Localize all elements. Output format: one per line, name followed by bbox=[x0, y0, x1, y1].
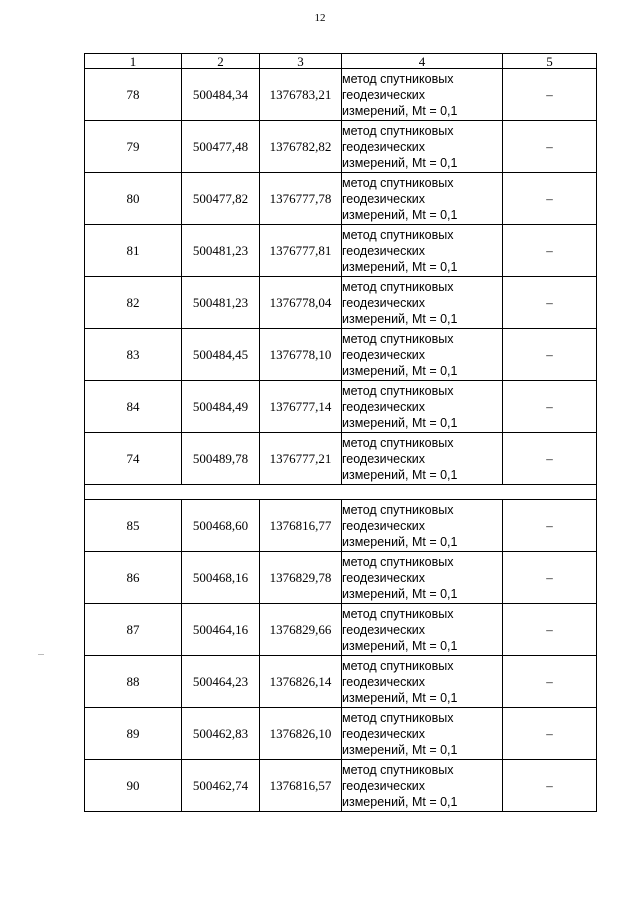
method-line: метод спутниковых bbox=[342, 123, 454, 138]
method-line: геодезических bbox=[342, 778, 426, 793]
margin-mark bbox=[38, 654, 44, 655]
method-line: метод спутниковых bbox=[342, 502, 454, 517]
point-number-cell: 83 bbox=[85, 329, 182, 381]
y-coordinate-cell: 1376826,10 bbox=[260, 708, 342, 760]
point-number-cell: 88 bbox=[85, 656, 182, 708]
column5-cell: – bbox=[503, 225, 597, 277]
page-number: 12 bbox=[314, 12, 326, 24]
method-line: метод спутниковых bbox=[342, 71, 454, 86]
y-coordinate-cell: 1376783,21 bbox=[260, 69, 342, 121]
method-line: измерений, Mt = 0,1 bbox=[342, 586, 458, 601]
column-header-2: 2 bbox=[182, 54, 260, 69]
table-row bbox=[85, 500, 597, 552]
x-coordinate-cell: 500484,34 bbox=[182, 69, 260, 121]
method-cell bbox=[342, 329, 503, 381]
method-cell bbox=[342, 69, 503, 121]
column5-cell: – bbox=[503, 121, 597, 173]
y-coordinate-cell: 1376778,04 bbox=[260, 277, 342, 329]
point-number-cell: 84 bbox=[85, 381, 182, 433]
point-number-cell: 79 bbox=[85, 121, 182, 173]
column5-cell: – bbox=[503, 500, 597, 552]
point-number-cell: 78 bbox=[85, 69, 182, 121]
column5-cell: – bbox=[503, 604, 597, 656]
y-coordinate-cell: 1376778,10 bbox=[260, 329, 342, 381]
y-coordinate-cell: 1376777,14 bbox=[260, 381, 342, 433]
y-coordinate-cell: 1376829,66 bbox=[260, 604, 342, 656]
method-line: метод спутниковых bbox=[342, 175, 454, 190]
method-line: метод спутниковых bbox=[342, 762, 454, 777]
method-line: геодезических bbox=[342, 674, 426, 689]
method-line: геодезических bbox=[342, 570, 426, 585]
method-line: геодезических bbox=[342, 87, 426, 102]
x-coordinate-cell: 500477,82 bbox=[182, 173, 260, 225]
x-coordinate-cell: 500468,60 bbox=[182, 500, 260, 552]
method-line: измерений, Mt = 0,1 bbox=[342, 311, 458, 326]
point-number-cell: 74 bbox=[85, 433, 182, 485]
method-cell bbox=[342, 500, 503, 552]
x-coordinate-cell: 500484,49 bbox=[182, 381, 260, 433]
y-coordinate-cell: 1376782,82 bbox=[260, 121, 342, 173]
column5-cell: – bbox=[503, 381, 597, 433]
table-row bbox=[85, 552, 597, 604]
method-line: измерений, Mt = 0,1 bbox=[342, 363, 458, 378]
table-row bbox=[85, 173, 597, 225]
x-coordinate-cell: 500462,74 bbox=[182, 760, 260, 812]
x-coordinate-cell: 500489,78 bbox=[182, 433, 260, 485]
method-cell bbox=[342, 225, 503, 277]
method-cell bbox=[342, 381, 503, 433]
method-line: метод спутниковых bbox=[342, 331, 454, 346]
table-row bbox=[85, 604, 597, 656]
column5-cell: – bbox=[503, 433, 597, 485]
y-coordinate-cell: 1376829,78 bbox=[260, 552, 342, 604]
y-coordinate-cell: 1376816,57 bbox=[260, 760, 342, 812]
method-line: геодезических bbox=[342, 191, 426, 206]
method-line: измерений, Mt = 0,1 bbox=[342, 690, 458, 705]
column5-cell: – bbox=[503, 552, 597, 604]
column-header-3: 3 bbox=[260, 54, 342, 69]
column5-cell: – bbox=[503, 173, 597, 225]
point-number-cell: 87 bbox=[85, 604, 182, 656]
point-number-cell: 90 bbox=[85, 760, 182, 812]
coordinates-table bbox=[84, 53, 597, 812]
group-separator-row bbox=[85, 485, 597, 500]
method-cell bbox=[342, 552, 503, 604]
table-row bbox=[85, 381, 597, 433]
table-row bbox=[85, 708, 597, 760]
column-header-5: 5 bbox=[503, 54, 597, 69]
method-line: измерений, Mt = 0,1 bbox=[342, 794, 458, 809]
method-cell bbox=[342, 121, 503, 173]
method-line: геодезических bbox=[342, 399, 426, 414]
x-coordinate-cell: 500462,83 bbox=[182, 708, 260, 760]
table-row bbox=[85, 656, 597, 708]
x-coordinate-cell: 500481,23 bbox=[182, 225, 260, 277]
x-coordinate-cell: 500481,23 bbox=[182, 277, 260, 329]
method-line: метод спутниковых bbox=[342, 710, 454, 725]
table-row bbox=[85, 760, 597, 812]
method-line: геодезических bbox=[342, 243, 426, 258]
table-row bbox=[85, 121, 597, 173]
group-separator-cell bbox=[85, 485, 597, 500]
method-line: метод спутниковых bbox=[342, 658, 454, 673]
table-row bbox=[85, 433, 597, 485]
column5-cell: – bbox=[503, 69, 597, 121]
column5-cell: – bbox=[503, 329, 597, 381]
table-row bbox=[85, 69, 597, 121]
method-line: геодезических bbox=[342, 622, 426, 637]
method-cell bbox=[342, 656, 503, 708]
method-line: метод спутниковых bbox=[342, 606, 454, 621]
table-body bbox=[85, 69, 597, 812]
point-number-cell: 82 bbox=[85, 277, 182, 329]
point-number-cell: 80 bbox=[85, 173, 182, 225]
x-coordinate-cell: 500464,23 bbox=[182, 656, 260, 708]
x-coordinate-cell: 500484,45 bbox=[182, 329, 260, 381]
method-line: измерений, Mt = 0,1 bbox=[342, 638, 458, 653]
point-number-cell: 85 bbox=[85, 500, 182, 552]
method-line: метод спутниковых bbox=[342, 227, 454, 242]
column-header-4: 4 bbox=[342, 54, 503, 69]
method-line: метод спутниковых bbox=[342, 435, 454, 450]
column5-cell: – bbox=[503, 656, 597, 708]
method-line: измерений, Mt = 0,1 bbox=[342, 534, 458, 549]
y-coordinate-cell: 1376777,78 bbox=[260, 173, 342, 225]
y-coordinate-cell: 1376777,21 bbox=[260, 433, 342, 485]
method-line: измерений, Mt = 0,1 bbox=[342, 207, 458, 222]
method-line: измерений, Mt = 0,1 bbox=[342, 742, 458, 757]
column5-cell: – bbox=[503, 708, 597, 760]
method-cell bbox=[342, 708, 503, 760]
table-header-row bbox=[85, 54, 597, 69]
method-line: измерений, Mt = 0,1 bbox=[342, 467, 458, 482]
table-row bbox=[85, 277, 597, 329]
x-coordinate-cell: 500468,16 bbox=[182, 552, 260, 604]
y-coordinate-cell: 1376816,77 bbox=[260, 500, 342, 552]
method-cell bbox=[342, 277, 503, 329]
point-number-cell: 81 bbox=[85, 225, 182, 277]
point-number-cell: 89 bbox=[85, 708, 182, 760]
method-cell bbox=[342, 604, 503, 656]
method-line: измерений, Mt = 0,1 bbox=[342, 415, 458, 430]
method-line: геодезических bbox=[342, 518, 426, 533]
method-line: геодезических bbox=[342, 295, 426, 310]
x-coordinate-cell: 500464,16 bbox=[182, 604, 260, 656]
column5-cell: – bbox=[503, 760, 597, 812]
y-coordinate-cell: 1376826,14 bbox=[260, 656, 342, 708]
method-line: измерений, Mt = 0,1 bbox=[342, 155, 458, 170]
method-cell bbox=[342, 173, 503, 225]
method-line: геодезических bbox=[342, 139, 426, 154]
method-line: геодезических bbox=[342, 347, 426, 362]
method-cell bbox=[342, 760, 503, 812]
method-line: метод спутниковых bbox=[342, 279, 454, 294]
column-header-1: 1 bbox=[85, 54, 182, 69]
table-row bbox=[85, 225, 597, 277]
method-line: метод спутниковых bbox=[342, 554, 454, 569]
table-row bbox=[85, 329, 597, 381]
point-number-cell: 86 bbox=[85, 552, 182, 604]
method-line: измерений, Mt = 0,1 bbox=[342, 103, 458, 118]
method-line: геодезических bbox=[342, 726, 426, 741]
method-line: геодезических bbox=[342, 451, 426, 466]
method-cell bbox=[342, 433, 503, 485]
method-line: измерений, Mt = 0,1 bbox=[342, 259, 458, 274]
x-coordinate-cell: 500477,48 bbox=[182, 121, 260, 173]
method-line: метод спутниковых bbox=[342, 383, 454, 398]
column5-cell: – bbox=[503, 277, 597, 329]
y-coordinate-cell: 1376777,81 bbox=[260, 225, 342, 277]
